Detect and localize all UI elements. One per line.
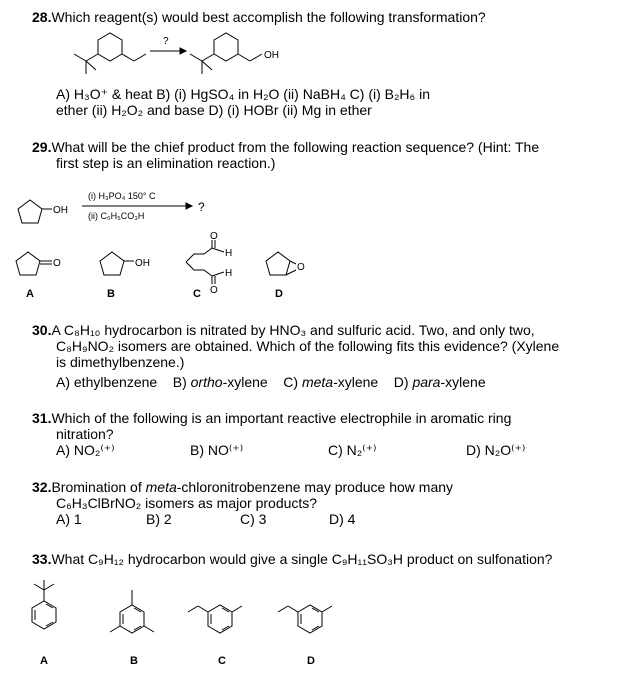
choice-c-structure xyxy=(188,605,242,633)
question-text: Which reagent(s) would best accomplish the following transformation? xyxy=(51,9,486,25)
q32-option-c: C) 3 xyxy=(240,511,267,527)
q31-option-c: C) N₂⁽⁺⁾ xyxy=(328,442,377,458)
question-mark: ? xyxy=(198,200,205,214)
question-text-line-1: What will be the chief product from the following reaction sequence? (Hint: The xyxy=(51,139,540,155)
q31-option-b: B) NO⁽⁺⁾ xyxy=(190,442,244,458)
hydroxyl-label: OH xyxy=(264,50,279,61)
choice-c-label: C xyxy=(193,288,201,300)
q32-option-a: A) 1 xyxy=(56,511,82,527)
option-d: D) para-xylene xyxy=(393,374,486,390)
choice-d-label: D xyxy=(275,288,283,300)
question-text-line-1: A C₈H₁₀ hydrocarbon is nitrated by HNO₃ and sulfuric acid. Two, and only two, xyxy=(51,322,535,338)
q33-choice-d-label: D xyxy=(307,655,315,667)
question-text-line-3: is dimethylbenzene.) xyxy=(56,354,185,370)
question-number: 29. xyxy=(32,139,52,155)
q28-options-line-2: ether (ii) H₂O₂ and base D) (i) HOBr (ii) Mg in ether xyxy=(56,102,372,118)
question-number: 30. xyxy=(32,322,52,338)
choice-b-label: B xyxy=(107,288,115,300)
question-text-line-2: C₈H₉NO₂ isomers are obtained. Which of the following fits this evidence? (Xylene xyxy=(56,338,560,354)
choice-b-structure xyxy=(110,590,154,633)
option-b: B) ortho-xylene xyxy=(172,374,268,390)
q33-choice-b-label: B xyxy=(130,655,138,667)
q32-option-b: B) 2 xyxy=(146,511,172,527)
question-text-line-2: C₆H₃ClBrNO₂ isomers as major products? xyxy=(56,495,318,511)
q28-options-line-1: A) H₃O⁺ & heat B) (i) HgSO₄ in H₂O (ii) NaBH₄ C) (i) B₂H₆ in xyxy=(56,86,430,102)
choice-d-oxygen: O xyxy=(297,262,305,273)
question-32: 32.Bromination of meta-chloronitrobenzene may produce how many xyxy=(32,479,454,495)
q31-option-a: A) NO₂⁽⁺⁾ xyxy=(56,442,115,458)
q33-choice-c-label: C xyxy=(218,655,226,667)
arrow-label: ? xyxy=(163,36,169,47)
choice-d-structure xyxy=(278,605,332,633)
q33-choice-a-label: A xyxy=(40,655,48,667)
choice-c-oxygen-top: O xyxy=(210,231,218,242)
choice-b-hydroxyl: OH xyxy=(135,258,150,269)
question-text: What C₉H₁₂ hydrocarbon would give a single C₉H₁₁SO₃H product on sulfonation? xyxy=(51,551,553,567)
choice-c-oxygen-bottom: O xyxy=(210,285,218,296)
hydroxyl-label: OH xyxy=(53,205,68,216)
question-number: 33. xyxy=(32,551,52,567)
q31-option-d: D) N₂O⁽⁺⁾ xyxy=(466,442,526,458)
q32-option-d: D) 4 xyxy=(329,511,356,527)
choice-c-hydrogen-1: H xyxy=(225,248,233,259)
choice-a-label: A xyxy=(26,288,34,300)
choice-c-hydrogen-2: H xyxy=(225,268,233,279)
option-a: A) ethylbenzene xyxy=(56,374,158,390)
question-number: 32. xyxy=(32,479,52,495)
question-number: 31. xyxy=(32,410,52,426)
step-2-reagent: (ii) C₆H₅CO₃H xyxy=(88,211,145,221)
question-text-line-2: first step is an elimination reaction.) xyxy=(56,155,276,171)
question-number: 28. xyxy=(32,9,52,25)
choice-a-oxygen: O xyxy=(53,258,61,269)
question-text-line-2: nitration? xyxy=(56,426,114,442)
option-c: C) meta-xylene xyxy=(283,374,379,390)
question-text-line-1: Which of the following is an important reactive electrophile in aromatic ring xyxy=(51,410,512,426)
choice-a-structure xyxy=(32,580,56,629)
step-1-reagent: (i) H₃PO₄ 150° C xyxy=(88,191,156,201)
